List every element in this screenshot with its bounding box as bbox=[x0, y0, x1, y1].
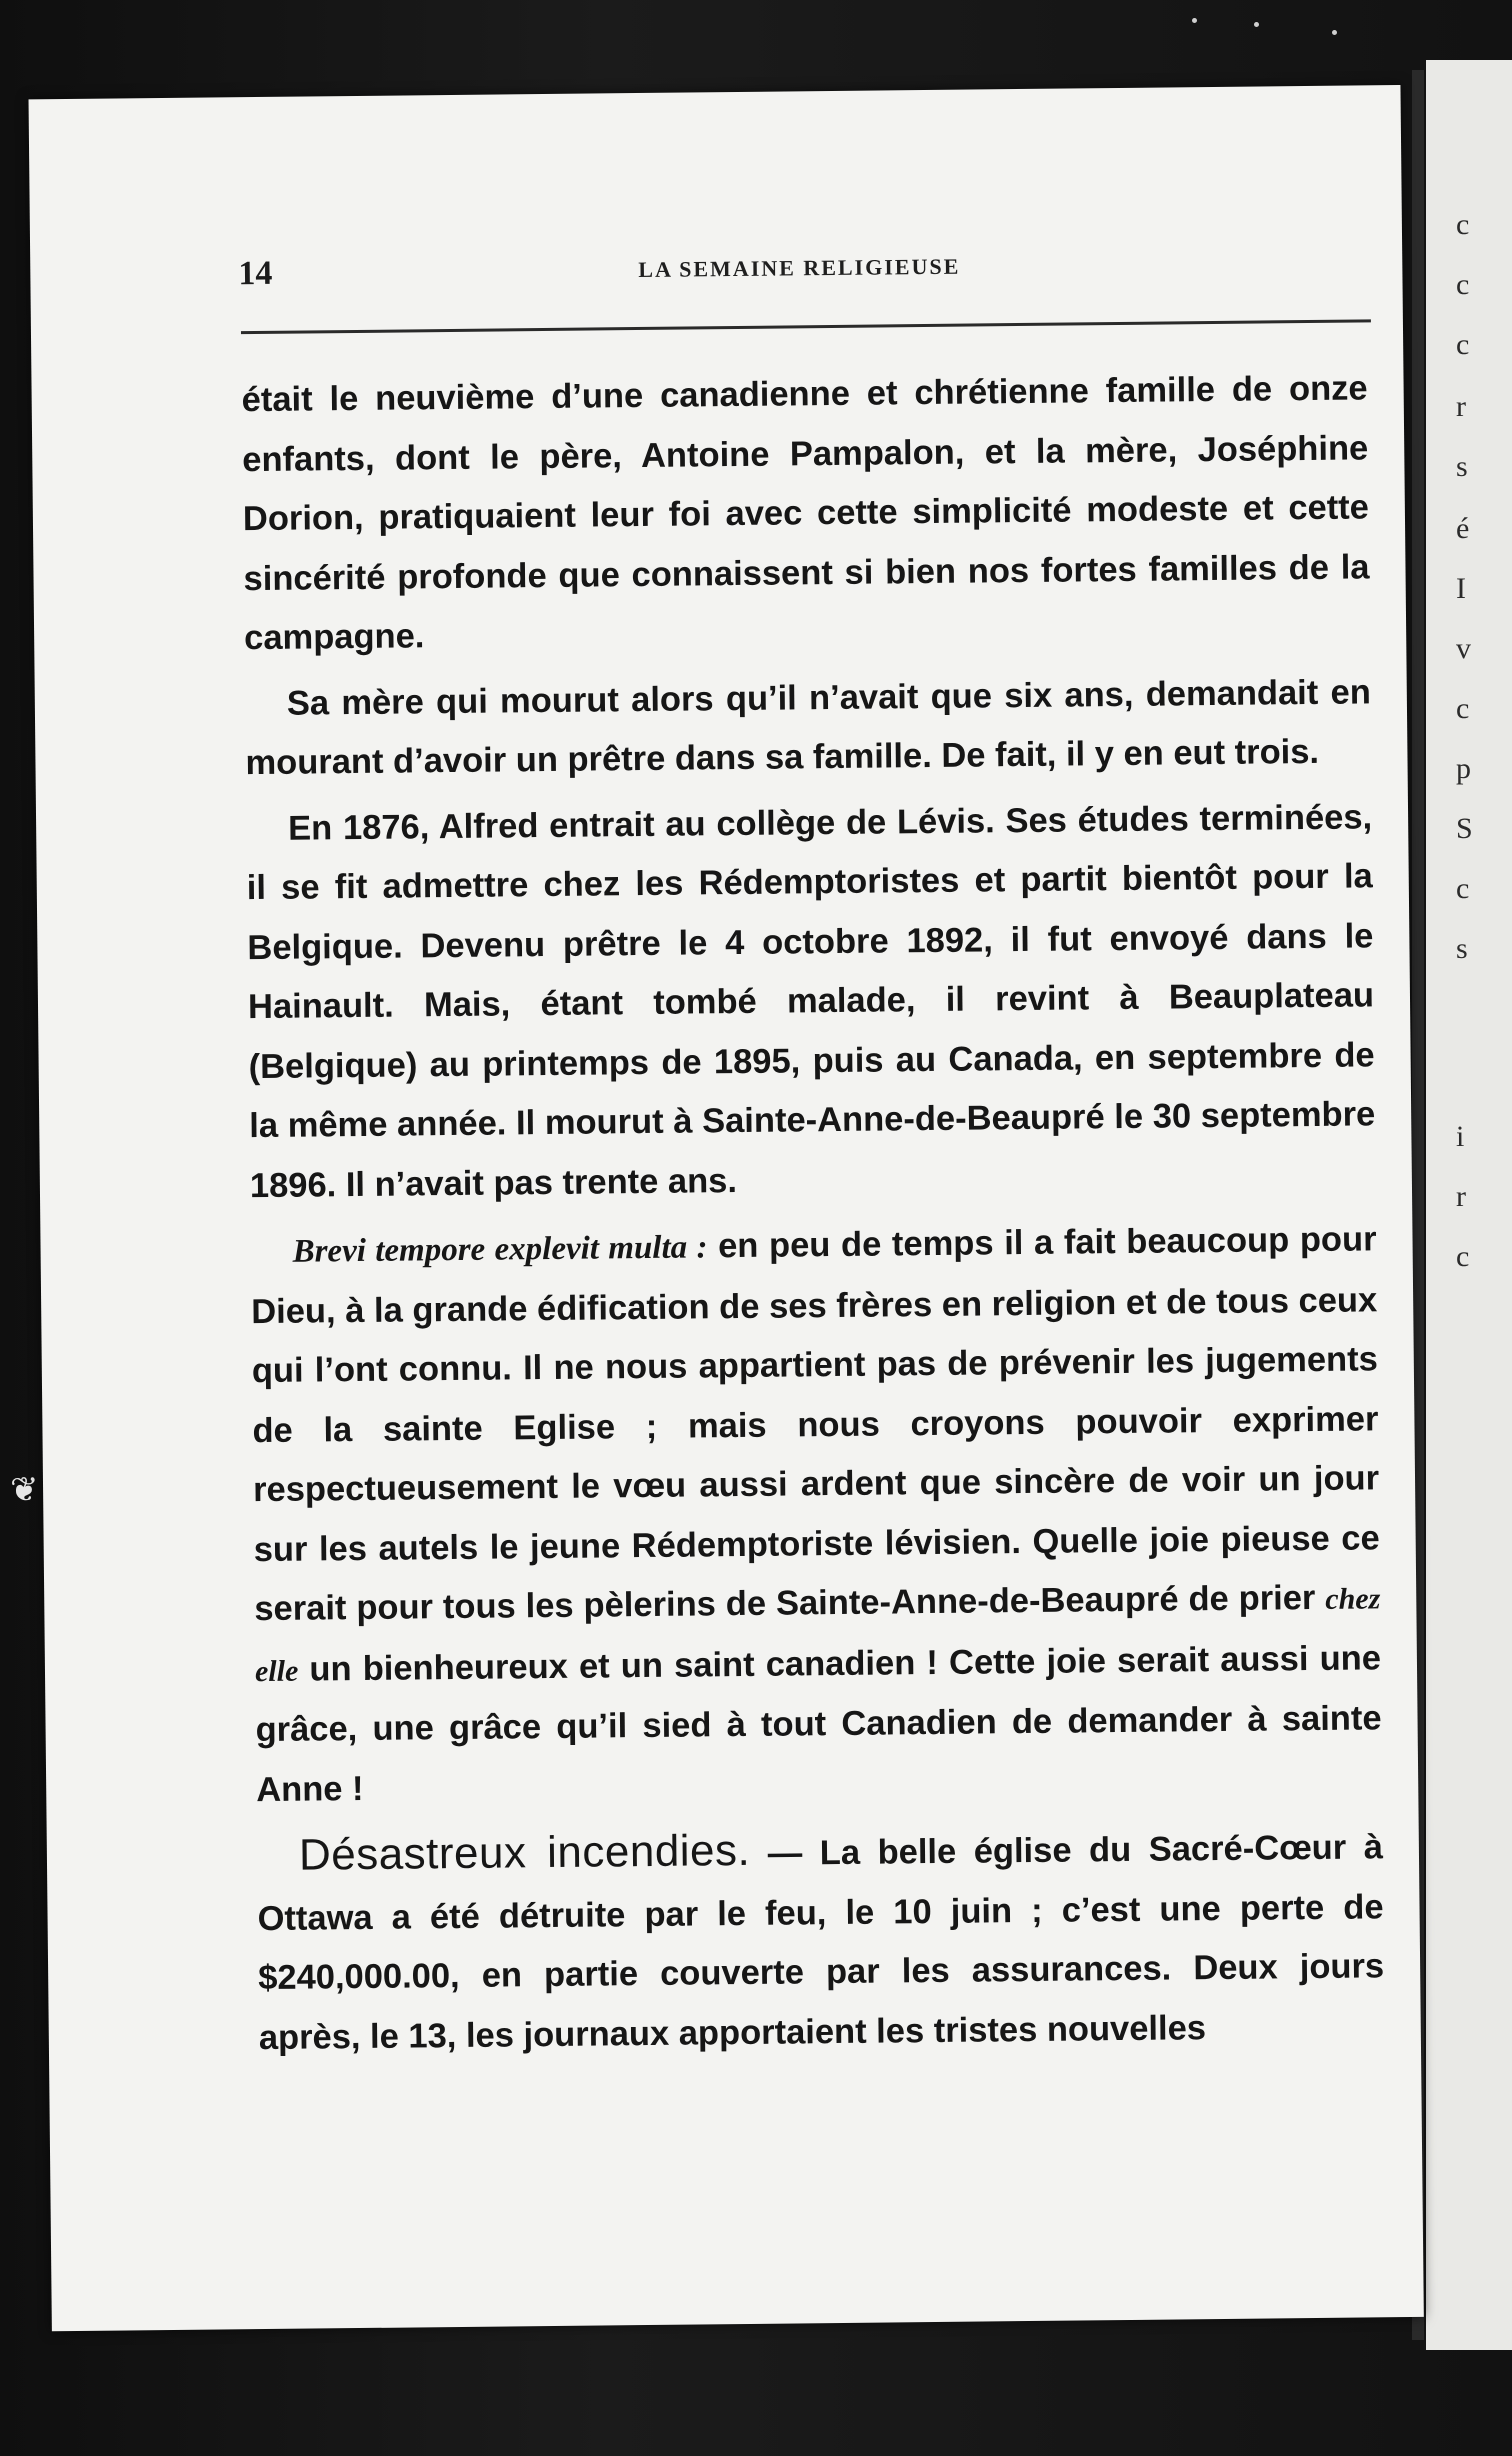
facing-letter: c bbox=[1456, 1240, 1470, 1273]
dust-speck bbox=[1254, 22, 1259, 27]
facing-letter: c bbox=[1456, 268, 1470, 301]
facing-letter: S bbox=[1456, 812, 1473, 845]
facing-letter: s bbox=[1456, 450, 1468, 483]
paragraph-text: en peu de temps il a fait beaucoup pour Dieu, à la grande édification de ses frères en religion et de tous ceux qui l’ont connu. Il ne nous appartient pas de prévenir les jugements de la sainte Eglise ; mais nous croyons pouvoir exprimer respectueusement le vœu aussi ardent que sincère de voir un jour sur les autels le jeune Rédemptoriste lévisien. Quelle joie pieuse ce serait pour tous les pèlerins de Sainte-Anne-de-Beaupré de prier bbox=[251, 1220, 1380, 1629]
paragraph-text: un bienheureux et un saint canadien ! Cette joie serait aussi une grâce, une grâce qu’il sied à tout Canadien de demander à sainte Anne ! bbox=[255, 1638, 1382, 1809]
section-heading: Désastreux incendies. bbox=[298, 1825, 751, 1880]
paragraph: Sa mère qui mourut alors qu’il n’avait que six ans, demandait en mourant d’avoir un prêtre dans sa famille. De fait, il y en eut trois. bbox=[245, 672, 1371, 783]
margin-blot: ❦ bbox=[10, 1470, 39, 1510]
paragraph: En 1876, Alfred entrait au collège de Lévis. Ses études terminées, il se fit admettre chez les Rédemptoristes et partit bientôt pour la Belgique. Devenu prêtre le 4 octobre 1892, il fut envoyé dans le Hainault. Mais, étant tombé malade, il revint à Beauplateau (Belgique) au printemps de 1895, puis au Canada, en septembre de la même année. Il mourut à Sainte-Anne-de-Beaupré le 30 septembre 1896. Il n’avait pas trente ans. bbox=[246, 797, 1376, 1205]
facing-letter: c bbox=[1456, 208, 1470, 241]
facing-letter: p bbox=[1456, 752, 1471, 785]
facing-letter: v bbox=[1456, 632, 1471, 665]
section-paragraph bbox=[257, 1814, 1385, 2068]
article-body bbox=[241, 359, 1385, 2074]
facing-letter: i bbox=[1456, 1120, 1465, 1153]
book-page bbox=[29, 85, 1424, 2331]
facing-letter: c bbox=[1456, 872, 1470, 905]
section-text: — La belle église du Sacré-Cœur à Ottawa a été détruite par le feu, le 10 juin ; c’est une perte de $240,000.00, en partie couverte par les assurances. Deux jours après, le 13, les journaux apportaient les tristes nouvelles bbox=[257, 1828, 1385, 2057]
header-rule bbox=[241, 319, 1371, 334]
paragraph bbox=[250, 1210, 1382, 1820]
dust-speck bbox=[1332, 30, 1337, 35]
facing-letter: r bbox=[1456, 390, 1466, 423]
dust-speck bbox=[1192, 18, 1197, 23]
facing-letter: I bbox=[1456, 572, 1466, 605]
facing-letter: s bbox=[1456, 932, 1468, 965]
page-header bbox=[238, 243, 1356, 299]
page-number: 14 bbox=[238, 254, 273, 293]
paragraph: était le neuvième d’une canadienne et chrétienne famille de onze enfants, dont le père, Antoine Pampalon, et la mère, Joséphine Dorion, pratiquaient leur foi avec cette simplicité modeste et cette sincérité profonde que connaissent si bien nos fortes familles de la campagne. bbox=[241, 369, 1370, 658]
latin-quote: Brevi tempore explevit multa : bbox=[292, 1229, 708, 1270]
facing-page-strip bbox=[1426, 60, 1512, 2350]
italic-phrase: chez elle bbox=[254, 1582, 1381, 1688]
facing-letter: r bbox=[1456, 1180, 1466, 1213]
facing-letter: c bbox=[1456, 328, 1470, 361]
facing-letter: é bbox=[1456, 512, 1470, 545]
running-title: LA SEMAINE RELIGIEUSE bbox=[638, 253, 961, 283]
facing-letter: c bbox=[1456, 692, 1470, 725]
